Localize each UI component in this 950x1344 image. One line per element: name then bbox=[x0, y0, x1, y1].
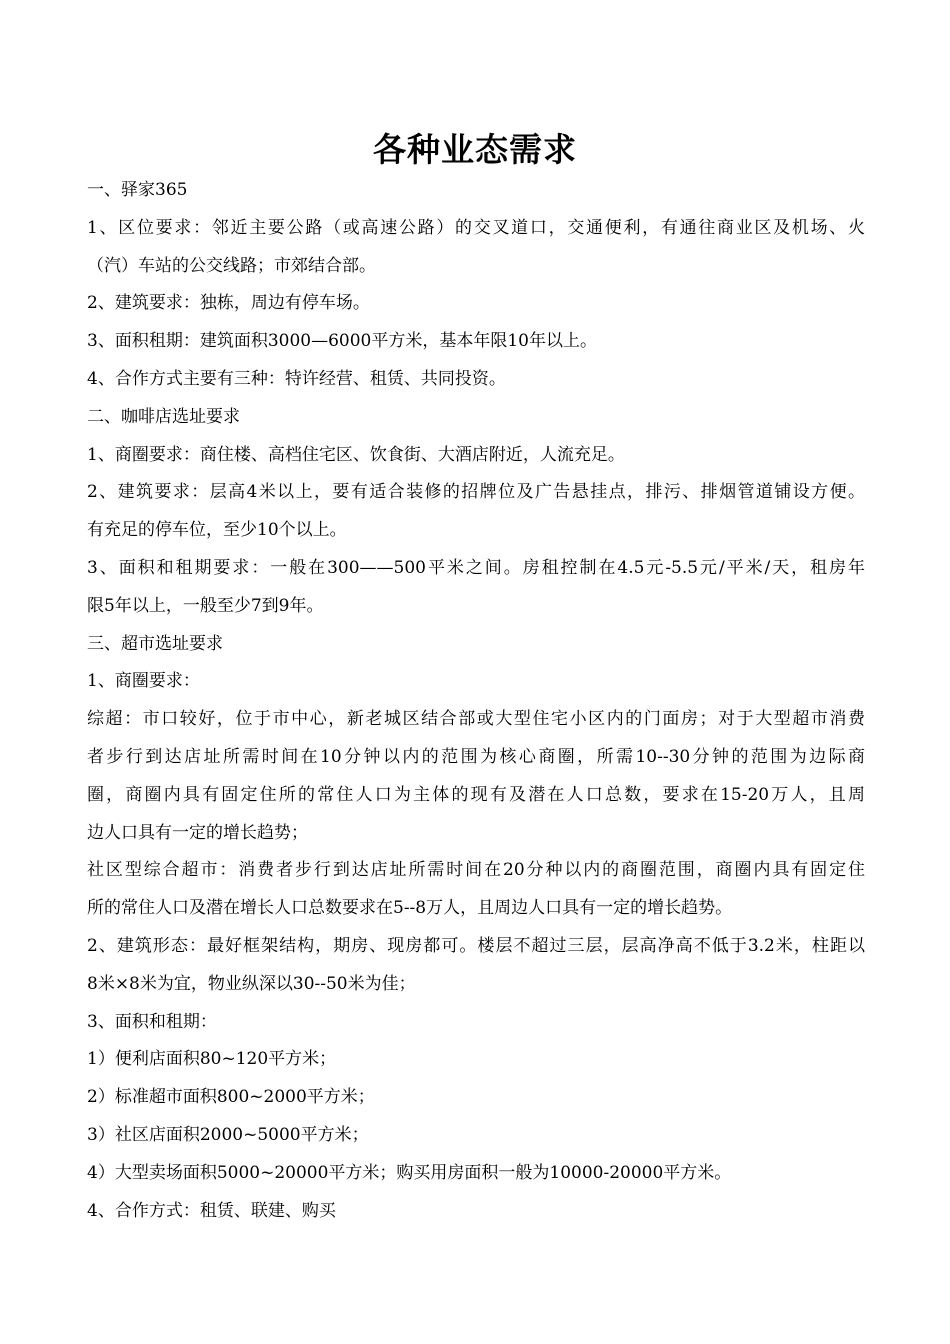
text-line: 2、建筑要求：独栋，周边有停车场。 bbox=[87, 293, 370, 314]
document-body bbox=[87, 172, 865, 1230]
text-line: 二、咖啡店选址要求 bbox=[87, 406, 240, 427]
text-line: 边人口具有一定的增长趋势； bbox=[87, 822, 308, 843]
text-line: 4、合作方式主要有三种：特许经营、租赁、共同投资。 bbox=[87, 368, 506, 389]
text-line: 3）社区店面积2000~5000平方米； bbox=[87, 1124, 369, 1145]
text-line: 3、面积租期：建筑面积3000—6000平方米，基本年限10年以上。 bbox=[87, 331, 597, 352]
text-line: 1、区位要求：邻近主要公路（或高速公路）的交叉道口，交通便利，有通往商业区及机场、火 bbox=[87, 217, 865, 238]
text-line: 2、建筑要求：层高4米以上，要有适合装修的招牌位及广告悬挂点，排污、排烟管道铺设方便。 bbox=[87, 482, 865, 503]
text-line: （汽）车站的公交线路；市郊结合部。 bbox=[87, 255, 376, 276]
text-line: 8米×8米为宜，物业纵深以30--50米为佳； bbox=[87, 973, 416, 994]
text-line: 有充足的停车位，至少10个以上。 bbox=[87, 520, 347, 541]
text-line: 4、合作方式：租赁、联建、购买 bbox=[87, 1200, 336, 1221]
text-line: 1、商圈要求： bbox=[87, 671, 200, 692]
text-line: 1、商圈要求：商住楼、高档住宅区、饮食街、大酒店附近，人流充足。 bbox=[87, 444, 625, 465]
text-line: 2）标准超市面积800~2000平方米； bbox=[87, 1087, 375, 1108]
text-line: 社区型综合超市：消费者步行到达店址所需时间在20分种以内的商圈范围，商圈内具有固定住 bbox=[87, 860, 865, 881]
text-line: 2、建筑形态：最好框架结构，期房、现房都可。楼层不超过三层，层高净高不低于3.2米，柱距以 bbox=[87, 935, 865, 956]
text-line: 圈，商圈内具有固定住所的常住人口为主体的现有及潜在人口总数，要求在15-20万人，且周 bbox=[87, 784, 865, 805]
text-line: 4）大型卖场面积5000~20000平方米；购买用房面积一般为10000-20000平方米。 bbox=[87, 1162, 732, 1183]
text-line: 3、面积和租期要求：一般在300——500平米之间。房租控制在4.5元-5.5元/平米/天，租房年 bbox=[87, 557, 865, 578]
text-line: 综超：市口较好，位于市中心，新老城区结合部或大型住宅小区内的门面房；对于大型超市消费 bbox=[87, 709, 865, 730]
text-line: 所的常住人口及潜在增长人口总数要求在5--8万人，且周边人口具有一定的增长趋势。 bbox=[87, 898, 733, 919]
document-title: 各种业态需求 bbox=[373, 130, 577, 169]
text-line: 限5年以上，一般至少7到9年。 bbox=[87, 595, 324, 616]
text-line: 者步行到达店址所需时间在10分钟以内的范围为核心商圈，所需10--30分钟的范围为边际商 bbox=[87, 746, 865, 767]
text-line: 3、面积和租期： bbox=[87, 1011, 217, 1032]
text-line: 三、超市选址要求 bbox=[87, 633, 223, 654]
text-line: 1）便利店面积80~120平方米； bbox=[87, 1049, 337, 1070]
text-line: 一、驿家365 bbox=[87, 180, 188, 200]
